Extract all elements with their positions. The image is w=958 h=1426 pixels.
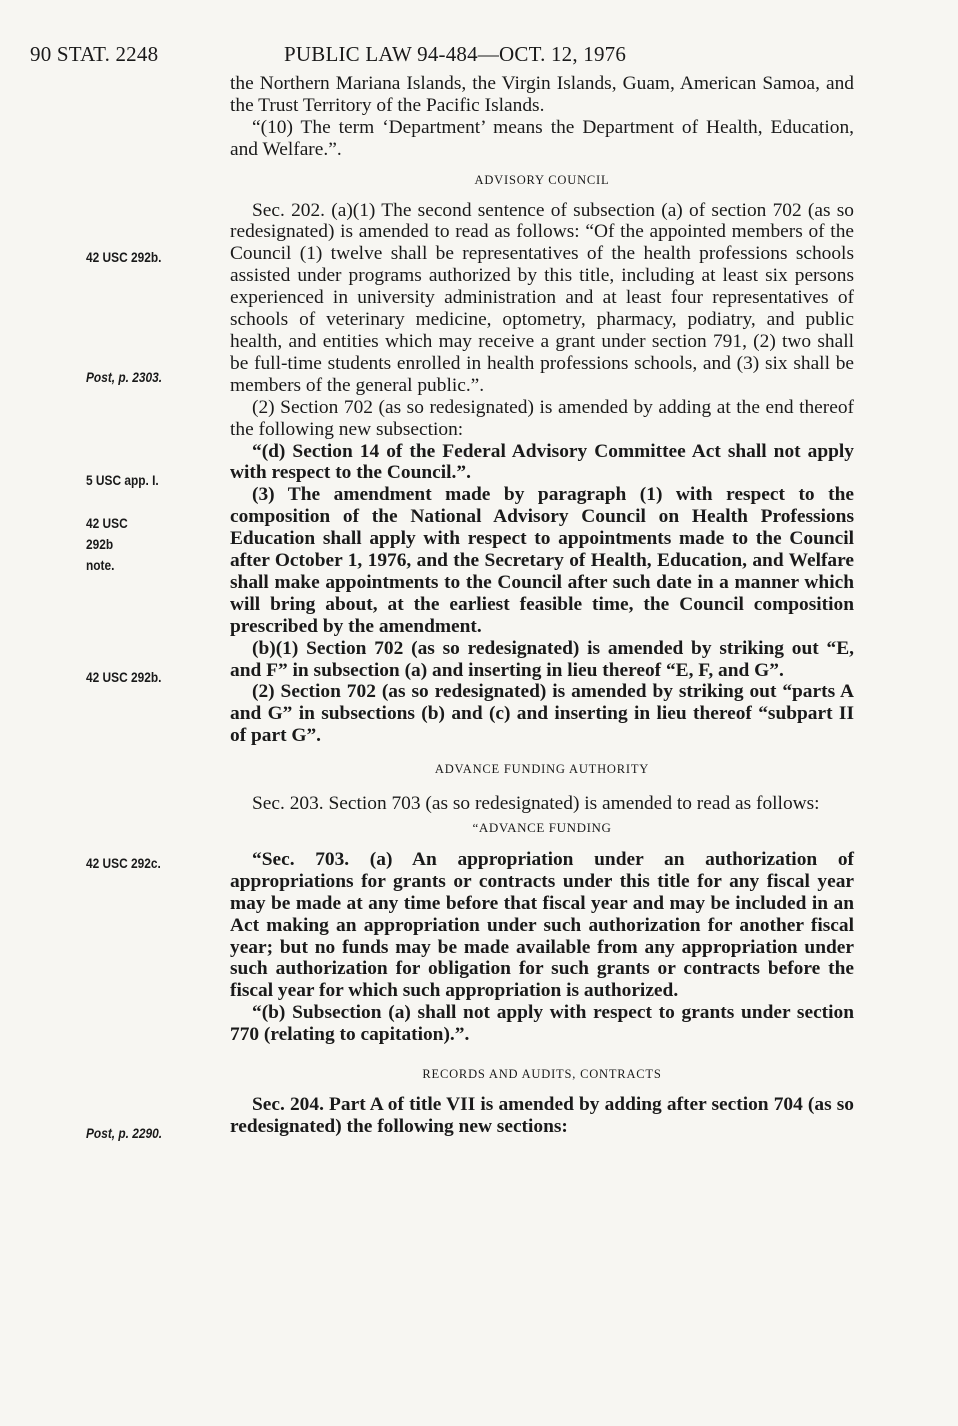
margin-note: Post, p. 2303. (86, 369, 163, 385)
paragraph: Sec. 203. Section 703 (as so redesignated) is amended to read as follows: (252, 793, 820, 815)
paragraph: “(10) The term ‘Department’ means the Department of Health, Education, and Welfare.”. (230, 116, 854, 160)
margin-note: 42 USC 292b note. (86, 515, 128, 573)
paragraph: (3) The amendment made by paragraph (1) with respect to the composition of the National Advisory Council on Health Professions Education shall apply with respect to appointments made to the Council after October 1, 1976, and the Secretary of Health, Education, and Welfare shall make appointments to the Council after such date in a manner which will bring about, at the earliest feasible time, the Council composition prescribed by the amendment. (230, 484, 854, 637)
margin-note: 42 USC 292b. (86, 669, 162, 685)
paragraph: “(b) Subsection (a) shall not apply with respect to grants under section 770 (relating to capitation).”. (230, 1002, 854, 1046)
main-text (230, 73, 854, 1138)
running-header: PUBLIC LAW 94-484—OCT. 12, 1976 (284, 42, 627, 66)
section-heading: RECORDS AND AUDITS, CONTRACTS (422, 1067, 662, 1082)
section-heading: ADVISORY COUNCIL (474, 172, 610, 187)
paragraph: Sec. 204. Part A of title VII is amended by adding after section 704 (as so redesignated) the following new sections: (230, 1093, 854, 1137)
paragraph: “Sec. 703. (a) An appropriation under an authorization of appropriations for grants or contracts under this title for any fiscal year may be made at any time before that fiscal year and may be included in an Act making an appropriation under such authorization for another fiscal year; but no funds may be made available from any appropriation under such authorization for obligation for such grants or contracts before the fiscal year for which such appropriation is authorized. (230, 848, 854, 1002)
margin-note: 42 USC 292b. (86, 249, 162, 265)
margin-note: Post, p. 2290. (86, 1125, 163, 1141)
paragraph: (2) Section 702 (as so redesignated) is amended by striking out “parts A and G” in subsections (b) and (c) and inserting in lieu thereof “subpart II of part G”. (230, 681, 854, 747)
paragraph: the Northern Mariana Islands, the Virgin Islands, Guam, American Samoa, and the Trust Territory of the Pacific Islands. (230, 73, 854, 116)
section-heading: ADVANCE FUNDING AUTHORITY (434, 762, 650, 777)
section-heading: “ADVANCE FUNDING (472, 820, 612, 835)
paragraph: (2) Section 702 (as so redesignated) is amended by adding at the end thereof the following new subsection: (230, 396, 854, 440)
paragraph: “(d) Section 14 of the Federal Advisory Committee Act shall not apply with respect to the Council.”. (230, 440, 854, 484)
paragraph: (b)(1) Section 702 (as so redesignated) is amended by striking out “E, and F” in subsection (a) and inserting in lieu thereof “E, F, and G”. (230, 637, 854, 681)
margin-note: 42 USC 292c. (86, 855, 161, 871)
margin-note: 5 USC app. I. (86, 472, 159, 488)
page-stat-number: 90 STAT. 2248 (30, 42, 159, 66)
paragraph: Sec. 202. (a)(1) The second sentence of subsection (a) of section 702 (as so redesignated) is amended to read as follows: “Of the appointed members of the Council (1) twelve shall be representatives of the health professions schools assisted under programs authorized by this title, including at least six persons experienced in university administration and at least four representatives of schools of veterinary medicine, optometry, pharmacy, podiatry, and public health, and entities which may receive a grant under section 791, (2) two shall be full-time students enrolled in health professions schools, and (3) six shall be members of the general public.”. (230, 199, 854, 396)
